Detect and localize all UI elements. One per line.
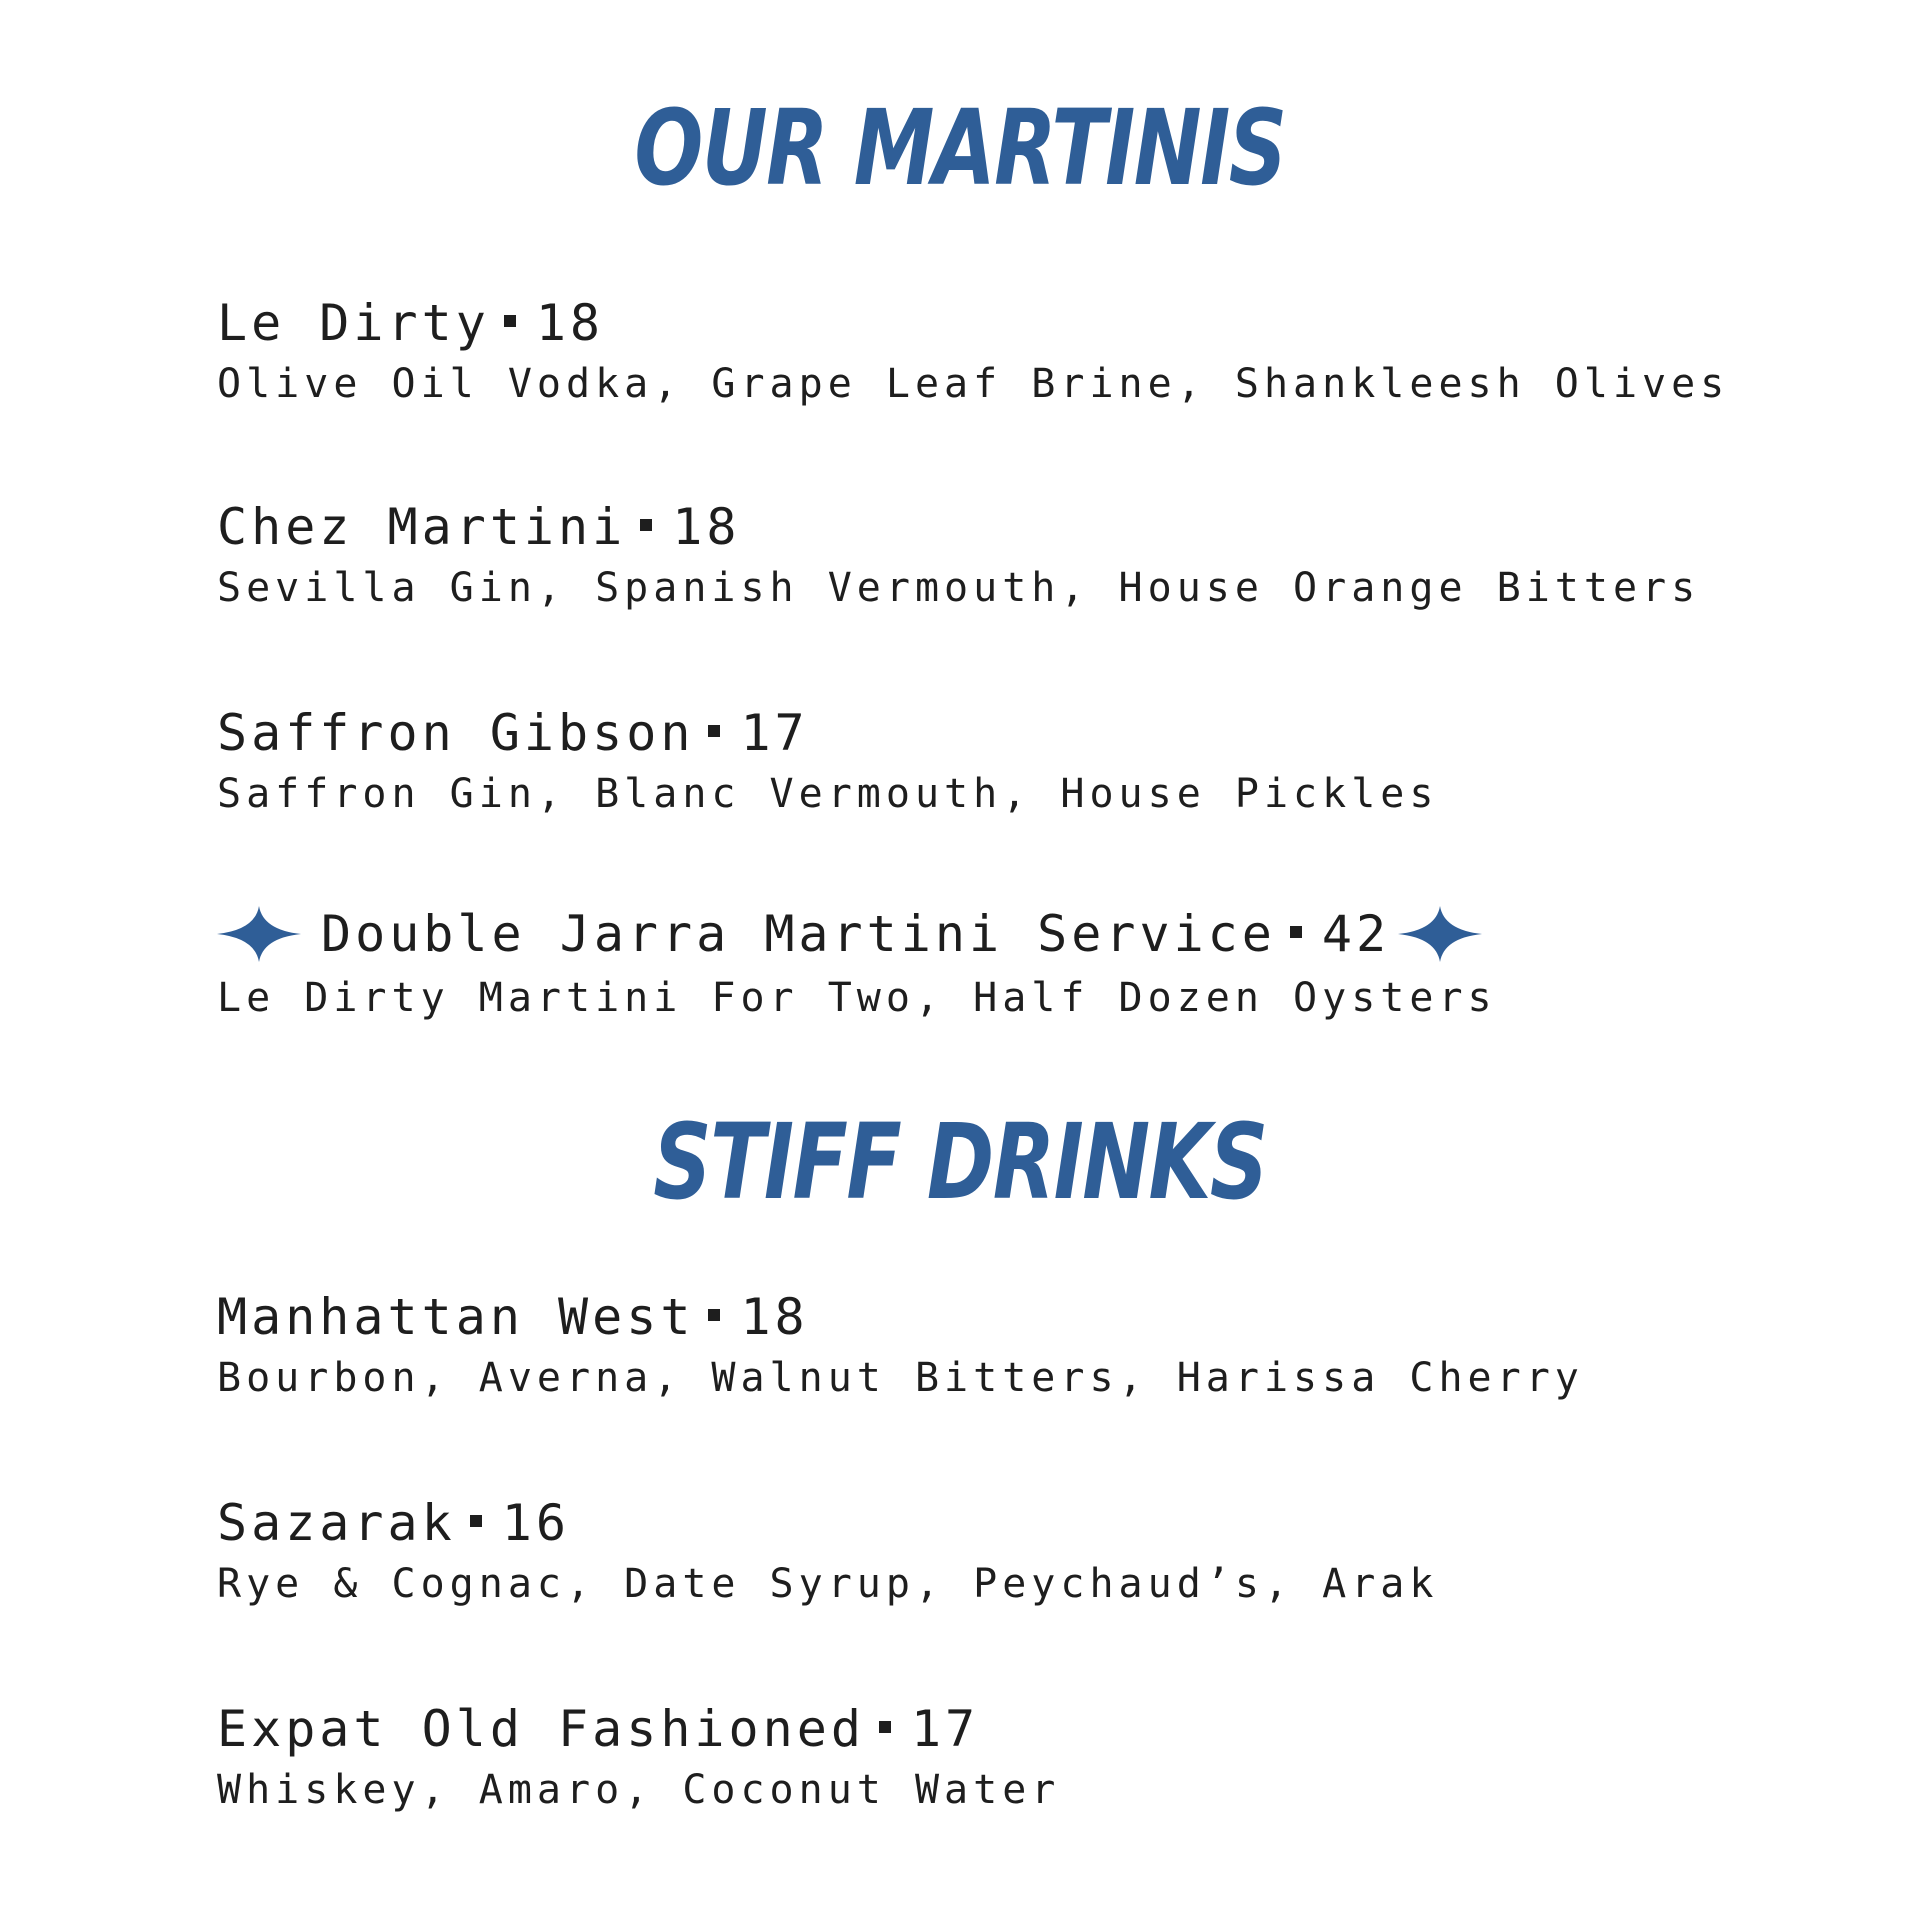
item-price: 18 <box>535 294 605 352</box>
item-description: Olive Oil Vodka, Grape Leaf Brine, Shankleesh Olives <box>217 361 1730 407</box>
item-name: Sazarak <box>217 1494 456 1552</box>
item-description: Le Dirty Martini For Two, Half Dozen Oysters <box>217 975 1497 1021</box>
menu-item-double-jarra <box>217 905 1817 1021</box>
item-name: Expat Old Fashioned <box>217 1700 865 1758</box>
item-price: 18 <box>740 1288 809 1346</box>
square-bullet-icon <box>640 519 652 531</box>
section-title-martinis: OUR MARTINIS <box>634 87 1286 209</box>
menu-item-expat-old-fashioned <box>217 1700 1817 1813</box>
item-price: 17 <box>910 1700 980 1758</box>
four-point-star-icon <box>1398 906 1482 962</box>
item-name: Double Jarra Martini Service <box>321 905 1276 963</box>
item-description: Rye & Cognac, Date Syrup, Peychaud’s, Arak <box>217 1561 1439 1607</box>
menu-item-le-dirty <box>217 294 1817 407</box>
menu-item-manhattan-west <box>217 1288 1817 1401</box>
menu-item-chez-martini <box>217 498 1817 611</box>
section-title-stiff-drinks: STIFF DRINKS <box>653 1101 1267 1223</box>
square-bullet-icon <box>708 1309 720 1321</box>
menu-item-sazarak <box>217 1494 1817 1607</box>
square-bullet-icon <box>504 315 516 327</box>
item-name: Chez Martini <box>217 498 627 556</box>
item-description: Whiskey, Amaro, Coconut Water <box>217 1767 1061 1813</box>
item-description: Bourbon, Averna, Walnut Bitters, Harissa Cherry <box>217 1355 1584 1401</box>
square-bullet-icon <box>1290 926 1302 938</box>
item-price: 42 <box>1321 905 1391 963</box>
square-bullet-icon <box>470 1515 482 1527</box>
four-point-star-icon <box>217 906 301 962</box>
square-bullet-icon <box>879 1721 891 1733</box>
item-price: 18 <box>672 498 741 556</box>
item-price: 17 <box>740 704 809 762</box>
item-description: Saffron Gin, Blanc Vermouth, House Pickles <box>217 771 1439 817</box>
menu-item-saffron-gibson <box>217 704 1817 817</box>
item-name: Saffron Gibson <box>217 704 695 762</box>
item-name: Manhattan West <box>217 1288 695 1346</box>
square-bullet-icon <box>708 725 720 737</box>
item-name: Le Dirty <box>217 294 490 352</box>
item-description: Sevilla Gin, Spanish Vermouth, House Orange Bitters <box>217 565 1701 611</box>
item-price: 16 <box>501 1494 570 1552</box>
